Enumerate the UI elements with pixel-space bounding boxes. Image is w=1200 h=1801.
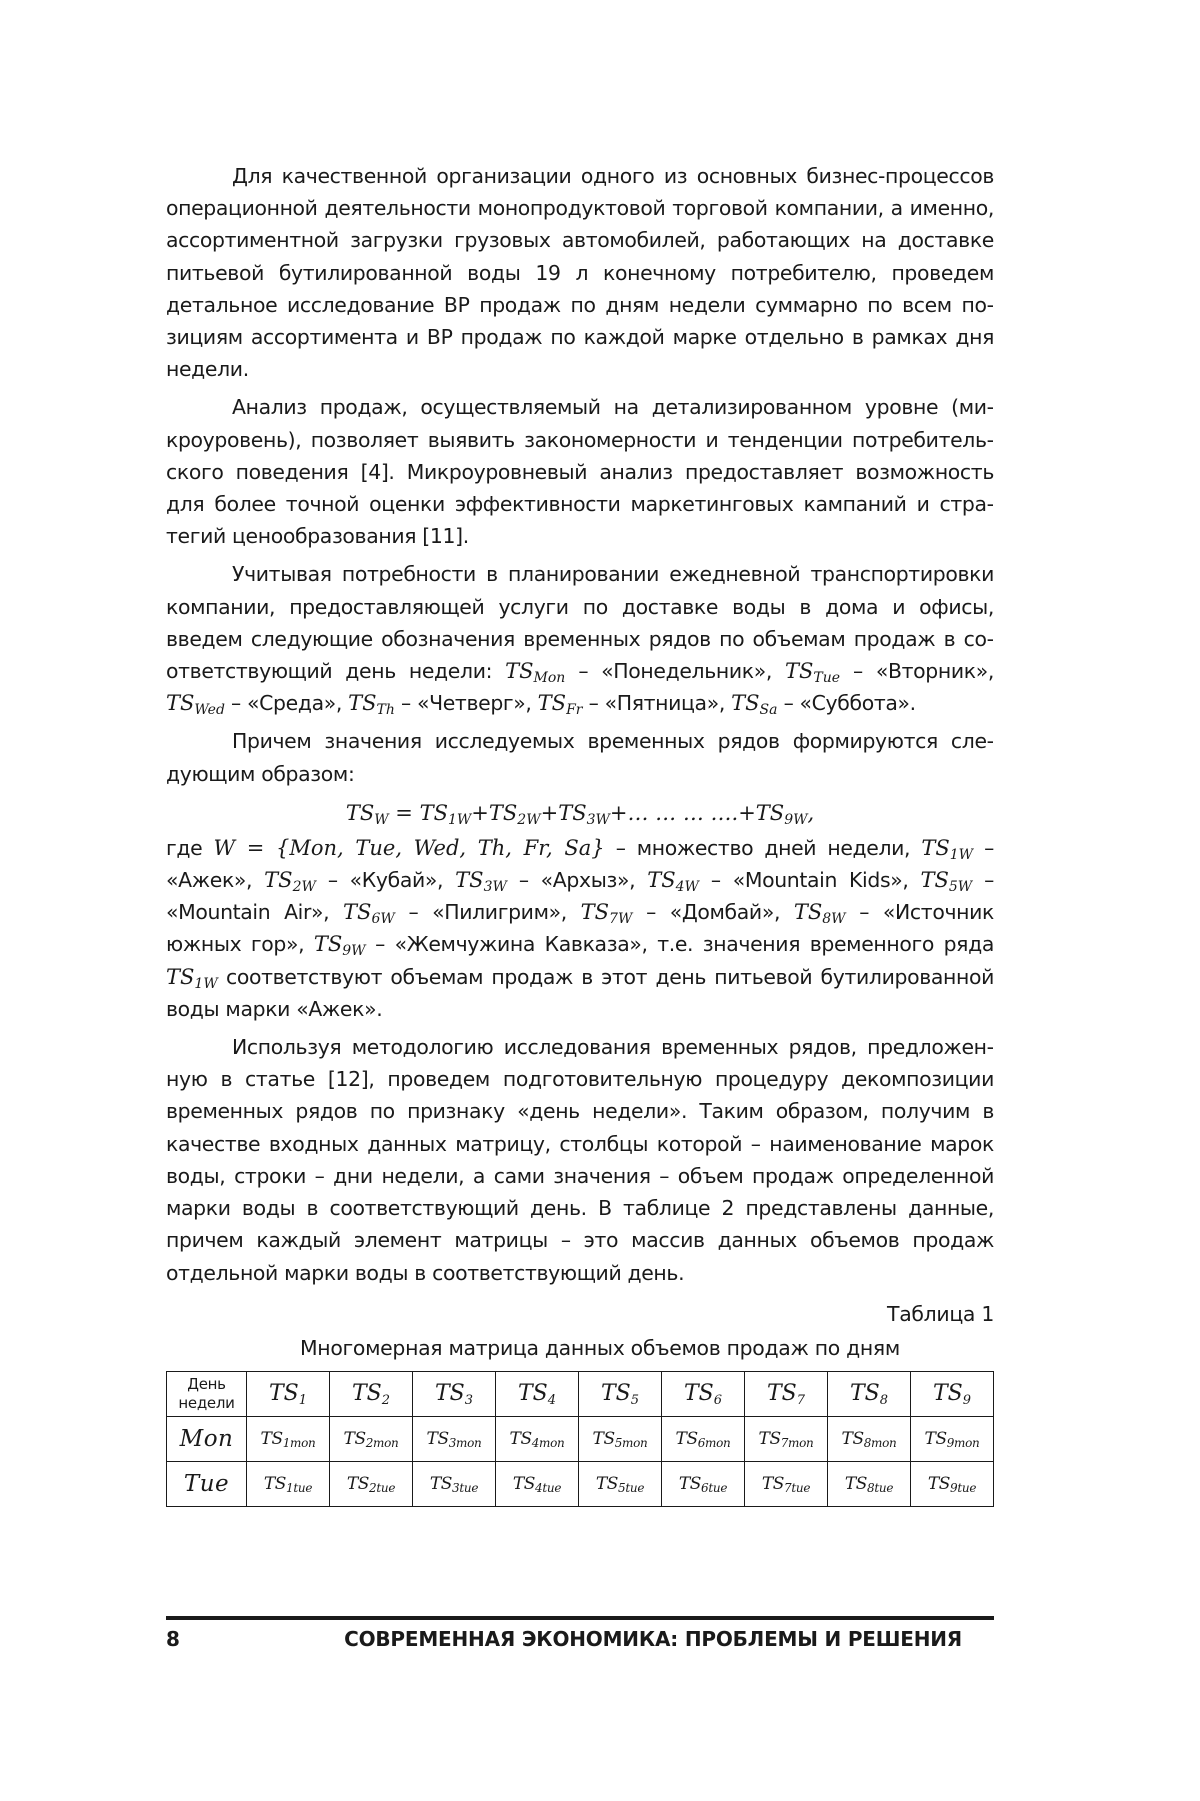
formula-term-2w: $TS_{2W}$ xyxy=(488,800,541,828)
series-symbol-fr: $TS_{Fr}$ xyxy=(537,691,583,719)
table-header-cell xyxy=(662,1371,745,1416)
day-label-tue: Tue xyxy=(183,1470,230,1497)
table-header-cell xyxy=(330,1371,413,1416)
brand-label-2w: – «Кубай», xyxy=(315,868,456,893)
table-cell xyxy=(828,1461,911,1506)
table-row xyxy=(167,1461,994,1506)
table-header-cell xyxy=(496,1371,579,1416)
brand-label-6w: – «Пилигрим», xyxy=(394,900,581,925)
table-header-cell xyxy=(579,1371,662,1416)
brand-symbol-4w: $TS_{4W}$ xyxy=(647,868,699,896)
formula-ellipsis: +… … … ….+ xyxy=(609,800,756,825)
table-header-cell xyxy=(828,1371,911,1416)
header-symbol-ts9: $TS_9$ xyxy=(932,1381,972,1409)
table-corner-cell xyxy=(167,1371,247,1416)
table-day-cell xyxy=(167,1416,247,1461)
table-caption: Многомерная матрица данных объемов продаж по дням xyxy=(300,1335,900,1360)
cell-symbol-ts6tue: $TS_{6tue}$ xyxy=(678,1473,728,1495)
brand-label-7w: – «Домбай», xyxy=(632,900,794,925)
header-symbol-ts6: $TS_6$ xyxy=(683,1381,723,1409)
formula-plus: + xyxy=(540,800,559,825)
corner-line-2: недели xyxy=(178,1393,235,1412)
set-description: – множество дней недели, xyxy=(604,835,922,860)
table-day-cell xyxy=(167,1461,247,1506)
brand-label-8w: – «Источник южных гор», xyxy=(166,900,994,957)
series-symbol-tue: $TS_{Tue}$ xyxy=(784,659,841,687)
table-cell xyxy=(911,1416,994,1461)
formula-plus: + xyxy=(471,800,489,825)
cell-symbol-ts6mon: $TS_{6mon}$ xyxy=(675,1428,731,1450)
formula-comma: , xyxy=(807,800,815,825)
brand-symbol-tail: $TS_{1W}$ xyxy=(166,964,218,992)
table-cell xyxy=(662,1461,745,1506)
table-header-cell xyxy=(745,1371,828,1416)
cell-symbol-ts8mon: $TS_{8mon}$ xyxy=(841,1428,897,1450)
cell-symbol-ts4mon: $TS_{4mon}$ xyxy=(509,1428,565,1450)
brand-symbol-3w: $TS_{3W}$ xyxy=(455,868,507,896)
table-cell xyxy=(579,1416,662,1461)
cell-symbol-ts8tue: $TS_{8tue}$ xyxy=(844,1473,894,1495)
table-header-cell xyxy=(247,1371,330,1416)
cell-symbol-ts5mon: $TS_{5mon}$ xyxy=(592,1428,648,1450)
article-body xyxy=(166,160,994,1507)
header-symbol-ts5: $TS_5$ xyxy=(600,1381,640,1409)
header-symbol-ts3: $TS_3$ xyxy=(434,1381,474,1409)
table-cell xyxy=(745,1461,828,1506)
table-cell xyxy=(247,1461,330,1506)
table-cell xyxy=(330,1461,413,1506)
paragraph-1: Для качественной организации одного из основных бизнес-процессов операционной деятельности монопродуктовой торговой компании, а именно, ассортиментной загрузки грузовых автомобилей, работающих на доставке питьевой бутилированной воды 19 л конечному потребителю, проведем детальное исследование ВР продаж по дням недели суммарно по всем позициям ассортимента и ВР продаж по каждой марке отдельно в рамках дня недели. xyxy=(166,164,994,382)
table-header-cell xyxy=(911,1371,994,1416)
table-cell xyxy=(579,1461,662,1506)
table-row xyxy=(167,1416,994,1461)
corner-line-1: День xyxy=(187,1374,226,1393)
table-cell xyxy=(330,1416,413,1461)
weekday-set-definition: W = {Mon, Tue, Wed, Th, Fr, Sa} xyxy=(213,835,605,860)
brand-label-5w: – «Mountain Air», xyxy=(166,868,995,925)
cell-symbol-ts1mon: $TS_{1mon}$ xyxy=(260,1428,316,1450)
table-label: Таблица 1 xyxy=(887,1301,994,1326)
table-cell xyxy=(911,1461,994,1506)
paragraph-5-tail: соответствуют объемам продаж в этот день питьевой бутилированной воды марки «Ажек». xyxy=(166,964,994,1021)
header-symbol-ts4: $TS_4$ xyxy=(517,1381,557,1409)
table-cell xyxy=(496,1416,579,1461)
series-symbol-mon: $TS_{Mon}$ xyxy=(505,659,566,687)
cell-symbol-ts2mon: $TS_{2mon}$ xyxy=(343,1428,399,1450)
cell-symbol-ts3mon: $TS_{3mon}$ xyxy=(426,1428,482,1450)
cell-symbol-ts1tue: $TS_{1tue}$ xyxy=(263,1473,313,1495)
brand-symbol-6w: $TS_{6W}$ xyxy=(343,900,395,928)
brand-label-4w: – «Mountain Kids», xyxy=(698,868,921,893)
brand-label-1w: – «Ажек», xyxy=(166,835,994,893)
page-number: 8 xyxy=(166,1627,180,1651)
series-label-fr: – «Пятница», xyxy=(582,691,732,716)
sum-formula xyxy=(166,796,994,830)
cell-symbol-ts7mon: $TS_{7mon}$ xyxy=(758,1428,814,1450)
formula-term-3w: $TS_{3W}$ xyxy=(558,800,610,828)
series-symbol-th: $TS_{Th}$ xyxy=(348,691,395,719)
series-label-sa: – «Суббота». xyxy=(777,691,916,716)
paragraph-2: Анализ продаж, осуществляемый на детализированном уровне (микроуровень), позволяет выявить закономерности и тенденции потребительского поведения [4]. Микроуровневый анализ предоставляет возможность для более точной оценки эффективности маркетинговых кампаний и стратегий ценообразования [11]. xyxy=(166,395,994,549)
series-label-tue: – «Вторник», xyxy=(840,659,994,684)
header-symbol-ts1: $TS_1$ xyxy=(268,1381,308,1409)
brand-symbol-7w: $TS_{7W}$ xyxy=(580,900,633,928)
journal-name: СОВРЕМЕННАЯ ЭКОНОМИКА: ПРОБЛЕМЫ И РЕШЕНИЯ xyxy=(344,1627,962,1651)
paragraph-4: Причем значения исследуемых временных рядов формируются следующим образом: xyxy=(166,729,994,786)
table-cell xyxy=(662,1416,745,1461)
header-symbol-ts2: $TS_2$ xyxy=(351,1381,391,1409)
brand-symbol-9w: $TS_{9W}$ xyxy=(313,932,366,960)
where-word: где xyxy=(166,835,214,860)
paragraph-5-definitions xyxy=(166,832,994,1025)
table-cell xyxy=(828,1416,911,1461)
cell-symbol-ts9mon: $TS_{9mon}$ xyxy=(924,1428,980,1450)
formula-term-1w: $TS_{1W}$ xyxy=(419,800,472,828)
brand-label-9w: – «Жемчужина Кавказа», т.е. значения временного ряда xyxy=(365,932,994,957)
paragraph-6: Используя методологию исследования временных рядов, предложенную в статье [12], проведем подготовительную процедуру декомпозиции временных рядов по признаку «день недели». Таким образом, получим в качестве входных данных матрицу, столбцы которой – наименование марок воды, строки – дни недели, а сами значения – объем продаж определенной марки воды в соответствующий день. В таблице 2 представлены данные, причем каждый элемент матрицы – это массив данных объемов продаж отдельной марки воды в соответствующий день. xyxy=(166,1035,994,1285)
cell-symbol-ts4tue: $TS_{4tue}$ xyxy=(512,1473,562,1495)
formula-equals: = xyxy=(388,800,420,825)
sales-matrix-table xyxy=(166,1371,994,1507)
header-symbol-ts7: $TS_7$ xyxy=(766,1381,806,1409)
footer-rule xyxy=(166,1616,994,1620)
table-header-row xyxy=(167,1371,994,1416)
brand-label-3w: – «Архыз», xyxy=(506,868,648,893)
table-cell xyxy=(745,1416,828,1461)
formula-lhs: $TS_W$ xyxy=(345,800,389,828)
cell-symbol-ts7tue: $TS_{7tue}$ xyxy=(761,1473,811,1495)
brand-symbol-1w: $TS_{1W}$ xyxy=(921,835,974,863)
day-label-mon: Mon xyxy=(179,1425,234,1452)
series-label-mon: – «Понедельник», xyxy=(565,659,785,684)
formula-term-9w: $TS_{9W}$ xyxy=(755,800,808,828)
cell-symbol-ts3tue: $TS_{3tue}$ xyxy=(429,1473,479,1495)
brand-symbol-2w: $TS_{2W}$ xyxy=(264,868,316,896)
series-label-wed: – «Среда», xyxy=(224,691,349,716)
table-cell xyxy=(413,1416,496,1461)
header-symbol-ts8: $TS_8$ xyxy=(849,1381,889,1409)
cell-symbol-ts9tue: $TS_{9tue}$ xyxy=(927,1473,977,1495)
table-header-cell xyxy=(413,1371,496,1416)
brand-symbol-5w: $TS_{5W}$ xyxy=(920,868,973,896)
series-symbol-wed: $TS_{Wed}$ xyxy=(166,691,225,719)
table-cell xyxy=(247,1416,330,1461)
paragraph-3-intro: Учитывая потребности в планировании ежедневной транспортировки компании, предоставляющей услуги по доставке воды в дома и офисы, введем следующие обозначения временных рядов по объемам продаж в соответствующий день недели: xyxy=(166,562,994,684)
series-label-th: – «Четверг», xyxy=(394,691,538,716)
cell-symbol-ts2tue: $TS_{2tue}$ xyxy=(346,1473,396,1495)
table-cell xyxy=(413,1461,496,1506)
table-cell xyxy=(496,1461,579,1506)
brand-symbol-8w: $TS_{8W}$ xyxy=(793,900,846,928)
paragraph-3 xyxy=(166,558,994,719)
cell-symbol-ts5tue: $TS_{5tue}$ xyxy=(595,1473,645,1495)
series-symbol-sa: $TS_{Sa}$ xyxy=(731,691,778,719)
